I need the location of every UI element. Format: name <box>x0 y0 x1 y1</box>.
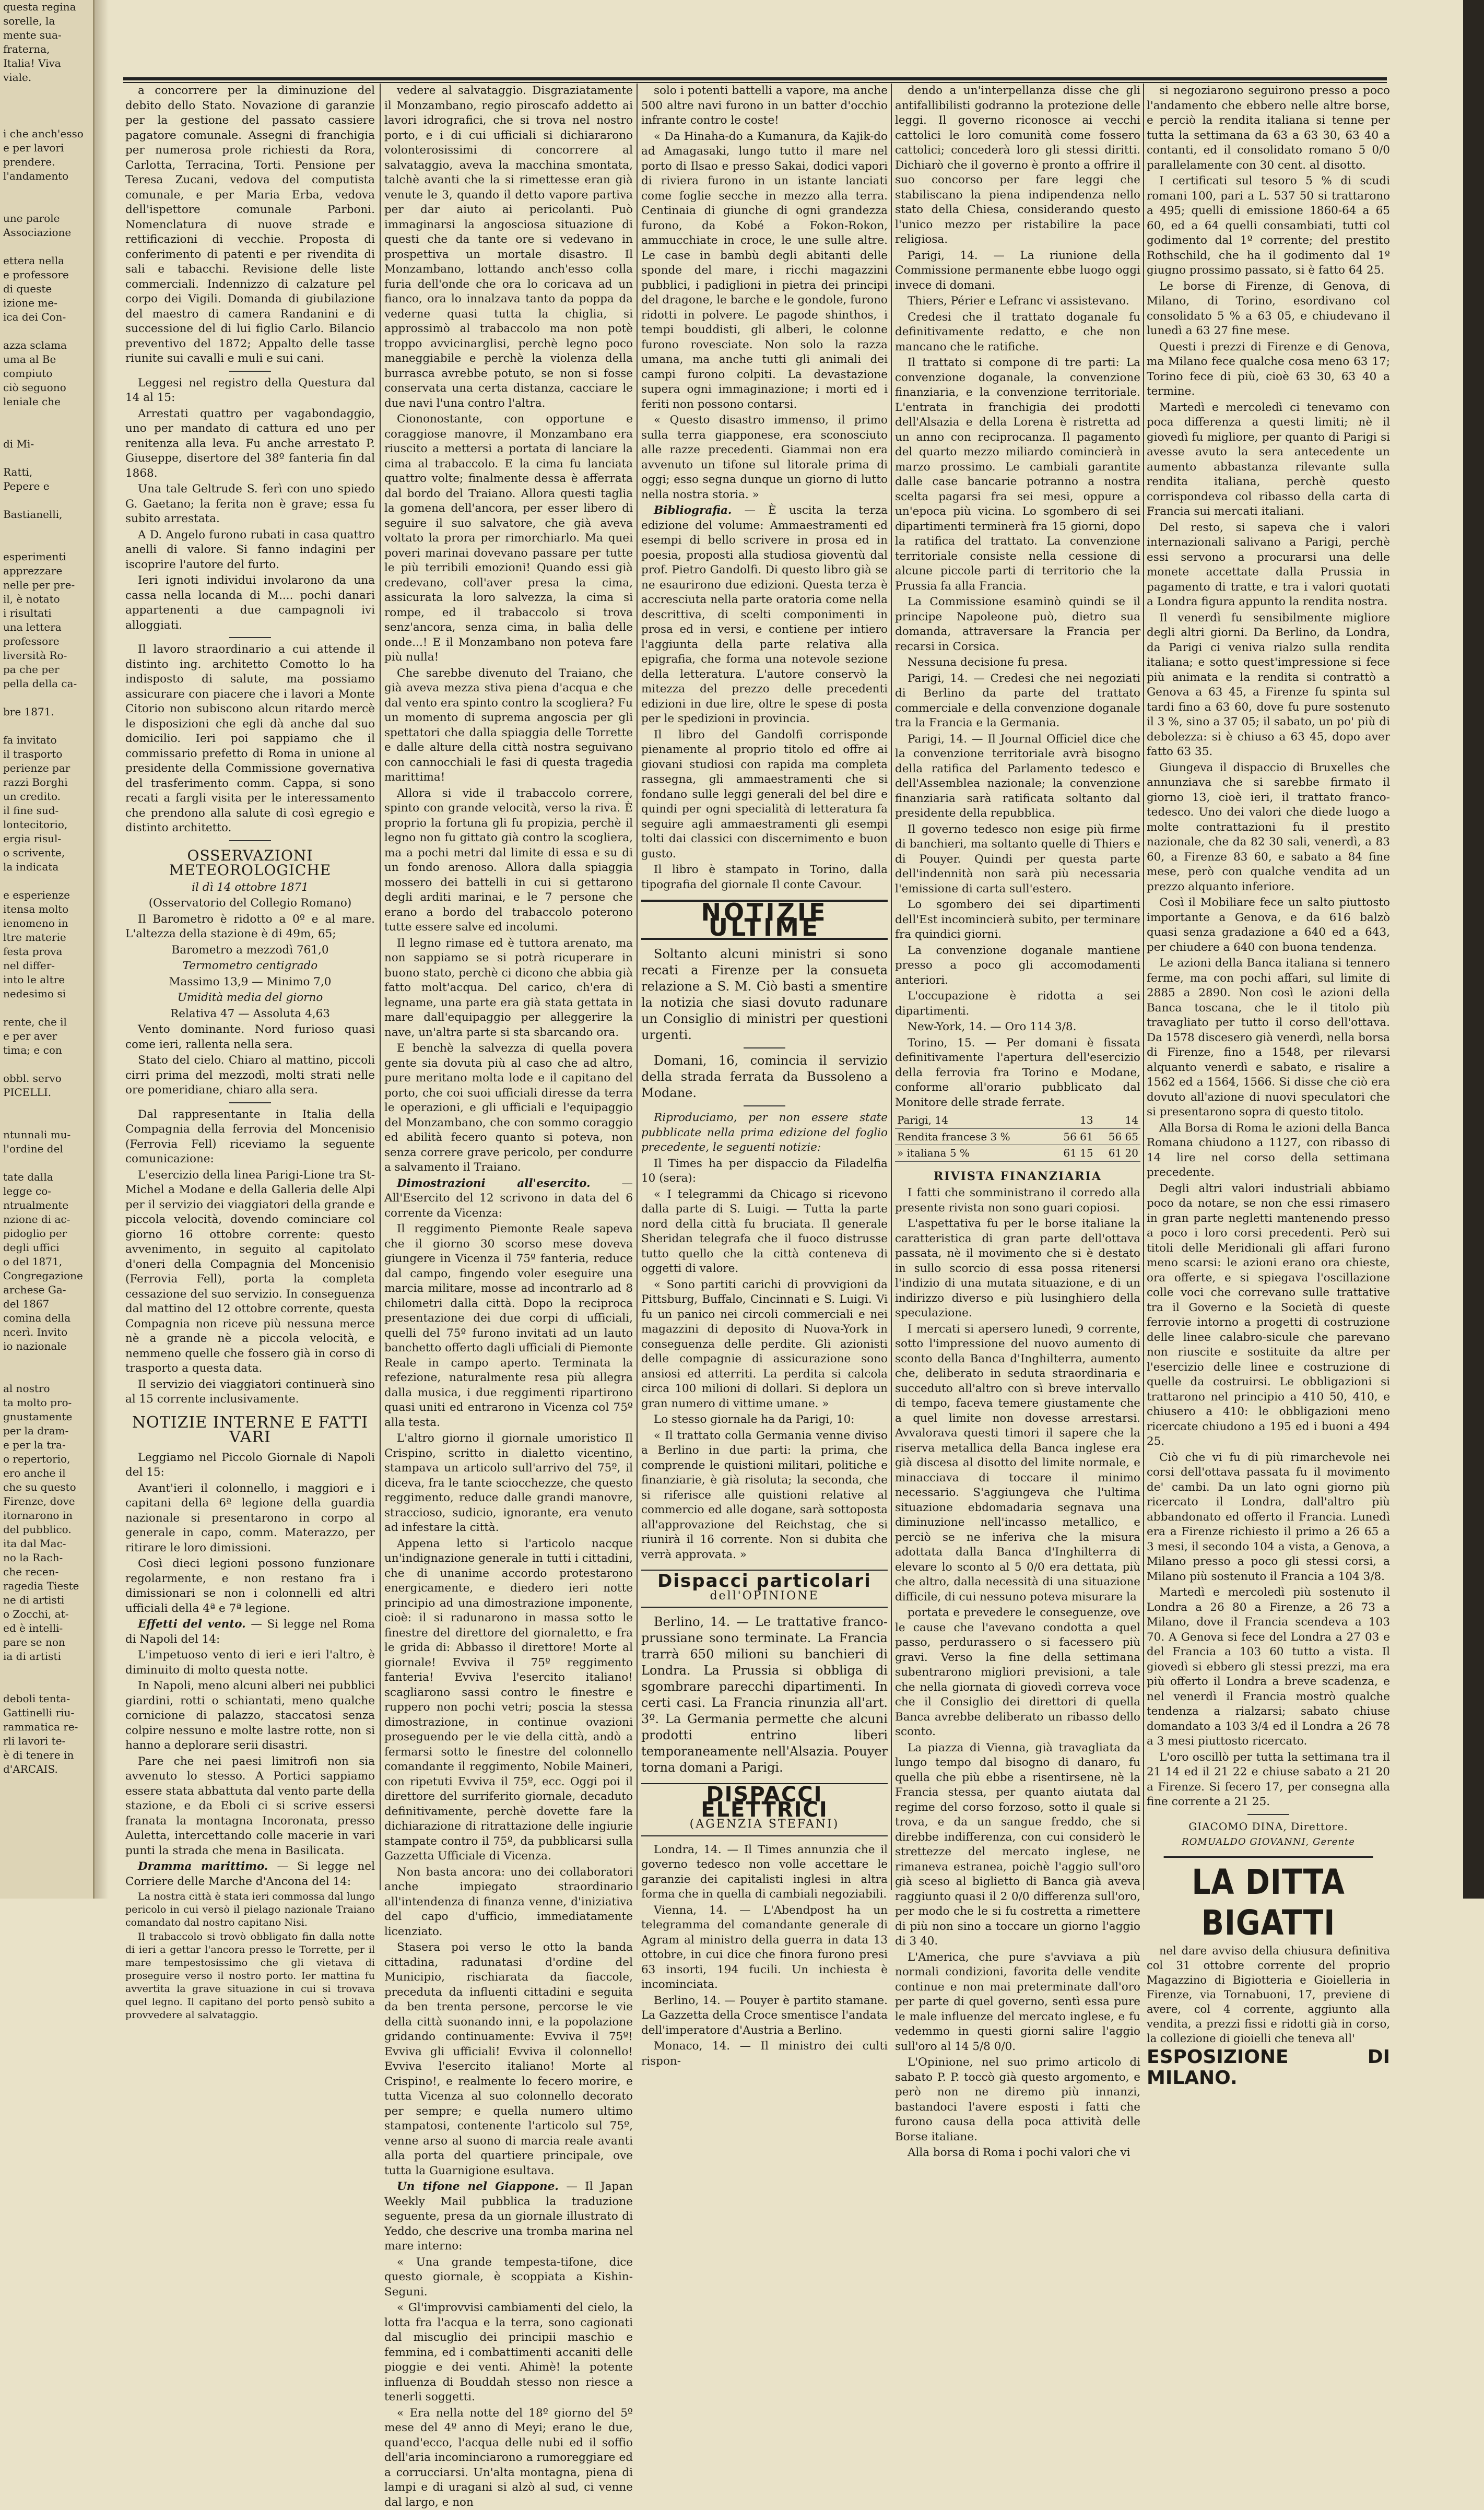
quote-header-row <box>895 1112 1140 1128</box>
subhead: Un tifone nel Giappone. <box>397 2180 559 2193</box>
left-strip-line: festa prova <box>0 945 93 959</box>
left-strip-line: una lettera <box>0 620 93 634</box>
paragraph: La nostra città è stata ieri commossa dal lungo pericolo in cui versò il pielago nazionale Traiano comandato dal nostro capitano Nisi. <box>125 1890 375 1929</box>
left-strip-line: tate dalla <box>0 1170 93 1184</box>
paragraph: Vienna, 14. — L'Abendpost ha un telegramma del comandante generale di Agram al ministro della guerra in data 13 ottobre, in cui dice che finora furono presi 63 insorti, 194 fucili. Un inchiesta è incominciata. <box>641 1903 888 1993</box>
paragraph: vedere al salvataggio. Disgraziatamente il Monzambano, regio piroscafo addetto ai lavori idrografici, che si trova nel nostro porto, e i di cui ufficiali si dichiararono volonterosissimi di concorrere al salvataggio, aveva la macchina smontata, talchè avanti che la si rimettesse eran già venute le 3, quando il detto vapore partiva per dar aiuto ai pericolanti. Può immaginarsi la angosciosa situazione di questi che da tante ore si vedevano in prospettiva un mortale disastro. Il Monzambano, lottando anch'esso colla furia dell'onde che ora lo coricava ad un fianco, ora lo innalzava tanto da poppa da vederne quasi tutta la chiglia, si approssimò al trabaccolo ma non potè troppo avvicinarglisi, perchè legno poco maneggiabile e perchè la violenza della burrasca avrebbe potuto, se non si fosse conservata una certa distanza, cacciare le due navi l'una contro l'altra. <box>384 84 633 411</box>
left-strip-line: itornarono in <box>0 1509 93 1523</box>
paragraph: I certificati sul tesoro 5 % di scudi romani 100, pari a L. 537 50 si trattarono a 495; quelli di emissione 1860-64 a 65 60, ed a 64 quelli consambiati, tutti col godimento dal 1º corrente; del prestito Rothschild, che ha il godimento dal 1º giugno prossimo passato, si è fatto 64 25. <box>1147 174 1390 278</box>
paragraph: L'occupazione è ridotta a sei dipartimenti. <box>895 989 1140 1019</box>
column-rule <box>637 84 638 1890</box>
left-strip-line: ciò seguono <box>0 381 93 395</box>
left-strip-line: d'ARCAIS. <box>0 1762 93 1776</box>
left-strip-line: rente, che il <box>0 1015 93 1029</box>
quote-name: Rendita francese 3 % <box>895 1128 1050 1145</box>
meteo-temperature: Massimo 13,9 — Minimo 7,0 <box>125 975 375 990</box>
left-strip-line: deboli tenta- <box>0 1692 93 1706</box>
left-strip-line: rli lavori te- <box>0 1734 93 1748</box>
separator <box>744 1047 785 1048</box>
paragraph: A D. Angelo furono rubati in casa quattro anelli di valore. Si fanno indagini per iscoprire l'autore del furto. <box>125 528 375 573</box>
left-strip-line: apprezzare <box>0 564 93 578</box>
paragraph: Berlino, 14. — Pouyer è partito stamane. La Gazzetta della Croce smentisce l'andata dell'imperatore d'Austria a Berlino. <box>641 1994 888 2038</box>
left-strip-line: o repertorio, <box>0 1452 93 1466</box>
section-title: Dispacci particolari <box>641 1574 888 1589</box>
paragraph: Che sarebbe divenuto del Traiano, che già aveva mezza stiva piena d'acqua e che dal vento era spinto contro la scogliera? Fu un momento di suprema angoscia per gli spettatori che dalla spiaggia delle Torrette e dalle alture della città nostra seguivano con cannocchiali le fasi di questa tragedia marittima! <box>384 666 633 785</box>
left-strip-line: che recen- <box>0 1565 93 1579</box>
left-strip-line: une parole <box>0 211 93 226</box>
left-strip-line: nedesimo si <box>0 987 93 1001</box>
advertisement-text: nel dare avviso della chiusura definitiva col 31 ottobre corrente del proprio Magazzino di Bigiotteria e Gioielleria in Firenze, via Tornabuoni, 17, previene di avere, col 4 corrente, aggiunto alla vendita, a prezzi fissi e ridotti già in corso, la collezione di gioielli che teneva all' <box>1147 1943 1390 2046</box>
left-strip-line: Pepere e <box>0 479 93 493</box>
meteo-observatory: (Osservatorio del Collegio Romano) <box>125 896 375 911</box>
left-strip-line: Associazione <box>0 226 93 240</box>
left-strip-line: no la Rach- <box>0 1551 93 1565</box>
paragraph: Dimostrazioni all'esercito. — All'Esercito del 12 scrivono in data del 6 corrente da Vicenza: <box>384 1176 633 1221</box>
paragraph: Effetti del vento. — Si legge nel Roma di Napoli del 14: <box>125 1617 375 1647</box>
left-strip-line: e per lavori <box>0 141 93 155</box>
left-strip-line: è di tenere in <box>0 1748 93 1762</box>
left-strip-line: questa regina <box>0 0 93 14</box>
left-strip-line <box>0 99 93 113</box>
left-strip-line: o scrivente, <box>0 846 93 860</box>
left-strip-line: l'andamento <box>0 169 93 183</box>
paragraph: Bibliografia. — È uscita la terza edizione del volume: Ammaestramenti ed esempi di bello scrivere in prosa ed in poesia, proposti alla studiosa gioventù dal prof. Pietro Gandolfi. Di questo libro già se ne esaurirono due edizioni. Questa terza è accresciuta nella parte oratoria come nella descrittiva, di scelti componimenti in prosa ed in versi, e contiene per intiero l'aggiunta della parte relativa alla epigrafia, che forma una notevole sezione della letteratura. L'autore conservò la mitezza del prezzo delle precedenti edizioni in due lire, oltre le spese di posta per le spedizioni in provincia. <box>641 503 888 727</box>
page-edge <box>1463 0 1484 1899</box>
left-strip-line: legge co- <box>0 1184 93 1198</box>
section-title: NOTIZIE ULTIME <box>641 905 888 935</box>
quote-name: » italiana 5 % <box>895 1145 1050 1162</box>
meteo-thermometer-label: Termometro centigrado <box>125 959 375 974</box>
left-strip-line: e per la tra- <box>0 1438 93 1452</box>
subhead: Effetti del vento. <box>138 1618 246 1631</box>
paragraph: « Era nella notte del 18º giorno del 5º mese del 4º anno di Meyi; erano le due, quand'ecco, l'acqua delle nubi ed il soffio dell'aria incominciarono a rumoreggiare ed a corrucciarsi. Un'alta montagna, piena di lampi e di uragani si alzò al sud, ci venne dal largo, e non <box>384 2406 633 2510</box>
paragraph: Parigi, 14. — La riunione della Commissione permanente ebbe luogo oggi invece di domani. <box>895 249 1140 293</box>
left-strip-line: PICELLI. <box>0 1086 93 1100</box>
left-strip-line: ragedia Tieste <box>0 1579 93 1593</box>
left-strip-line: del 1867 <box>0 1297 93 1311</box>
separator <box>229 371 271 372</box>
column-1 <box>125 84 375 1890</box>
left-strip-line: tima; e con <box>0 1043 93 1057</box>
paragraph: E benchè la salvezza di quella povera gente sia dovuta più al caso che ad altro, pure meritano molta lode e il capitano del porto, che coi suoi ufficiali diresse da terra le operazioni, e gli ufficiali e l'equipaggio del Monzambano, che con sommo coraggio ed abilità fecero quanto si poteva, non senza correre grave pericolo, per condurre a salvamento il Traiano. <box>384 1041 633 1175</box>
paragraph: Non basta ancora: uno dei collaboratori anche impiegato straordinario all'intendenza di finanza venne, d'iniziativa del capo d'ufficio, immediatamente licenziato. <box>384 1865 633 1940</box>
paragraph: L'Opinione, nel suo primo articolo di sabato P. P. toccò già questo argomento, e però non ne diremo più innanzi, bastandoci l'avere esposti i fatti che furono causa della poca attività delle Borse italiane. <box>895 2055 1140 2144</box>
left-strip-line: il trasporto <box>0 747 93 761</box>
left-strip-line: pa che per <box>0 663 93 677</box>
page-gutter <box>93 0 109 1899</box>
paragraph: L'America, che pure s'avviava a più normali condizioni, favorita delle vendite continue e non mai preterminate dall'oro per parte di quel governo, sentì essa pure le male influenze del mercato inglese, e fu vedemmo in questi giorni salire l'aggio sull'oro al 14 5/8 0/0. <box>895 1950 1140 2055</box>
paragraph: Stato del cielo. Chiaro al mattino, piccoli cirri prima del mezzodì, molti strati nelle ore pomeridiane, chiaro alla sera. <box>125 1053 375 1098</box>
advertisement-exhibition: ESPOSIZIONE DI MILANO. <box>1147 2047 1390 2089</box>
paragraph: Dramma marittimo. — Si legge nel Corriere delle Marche d'Ancona del 14: <box>125 1859 375 1889</box>
left-strip-line <box>0 1100 93 1114</box>
paragraph: Il lavoro straordinario a cui attende il distinto ing. architetto Comotto lo ha indisposto di salute, ma possiamo assicurare con piacere che i lavori a Monte Citorio non subiscono alcun ritardo mercè le disposizioni che egli dà anche dal suo domicilio. Ieri poi sappiamo che il commissario prefetto di Roma in unione al presidente della Commissione governativa del trasferimento comm. Cappa, si sono recati a fargli visita per le interessamento che prendono alla salute di così egregio e distinto architetto. <box>125 642 375 836</box>
paragraph: Degli altri valori industriali abbiamo poco da notare, se non che essi rimasero in gran parte negletti mantenendo presso a poco i loro corsi precedenti. Però sui titoli delle Meridionali gli affari furono meno scarsi: le azioni erano ora chieste, ora offerte, e si spiegava l'oscillazione colle voci che correvano sulle trattative tra il Governo e la Società di queste ferrovie intorno a progetti di costruzione delle linee calabro-sicule che parevano non riuscite e sostituite da altre per l'esercizio delle linee e costruzione di quelle da costruirsi. Le obbligazioni si trattarono nel principio a 410 50, 410, e chiusero a 410: le obbligazioni meno ricercate chiudono a 195 ed i buoni a 494 25. <box>1147 1182 1390 1450</box>
section-subtitle: (AGENZIA STEFANI) <box>641 1817 888 1832</box>
paragraph: Dal rappresentante in Italia della Compagnia della ferrovia del Moncenisio (Ferrovia Fell) riceviamo la seguente comunicazione: <box>125 1107 375 1167</box>
paragraph: « Una grande tempesta-tifone, dice questo giornale, è scoppiata a Kishin-Seguni. <box>384 2255 633 2300</box>
meteo-barometer: Barometro a mezzodì 761,0 <box>125 943 375 958</box>
dispacci-elettrici-header <box>641 1783 888 1836</box>
left-strip-line: i risultati <box>0 606 93 620</box>
advertisement-title: LA DITTA BIGATTI <box>1164 1856 1373 1943</box>
left-page-strip <box>0 0 95 1899</box>
paragraph: Monaco, 14. — Il ministro dei culti rispon- <box>641 2039 888 2069</box>
left-strip-line: pella della ca- <box>0 677 93 691</box>
quote-header: Parigi, 14 <box>895 1112 1050 1128</box>
left-strip-line: ienomeno in <box>0 916 93 930</box>
dispacci-opinione-header <box>641 1570 888 1608</box>
paragraph: Torino, 15. — Per domani è fissata definitivamente l'apertura dell'esercizio della ferrovia fra Torino e Modane, conforme all'orario pubblicato dal Monitore delle strade ferrate. <box>895 1036 1140 1111</box>
paragraph: Il servizio dei viaggiatori continuerà sino al 15 corrente inclusivamente. <box>125 1377 375 1407</box>
paragraph: Riproduciamo, per non essere state pubblicate nella prima edizione del foglio precedente, le seguenti notizie: <box>641 1111 888 1156</box>
paragraph: Il governo tedesco non esige più firme di banchieri, ma soltanto quelle di Thiers e di Pouyer. Quindi per questa parte dell'indennità non sarà più necessaria l'emissione di carta sull'estero. <box>895 822 1140 897</box>
section-subtitle: dell'OPINIONE <box>641 1589 888 1604</box>
left-strip-line: izione me- <box>0 296 93 310</box>
left-strip-line: viale. <box>0 70 93 85</box>
paragraph: « Il trattato colla Germania venne diviso a Berlino in due parti: la prima, che comprende le quistioni militari, politiche e finanziarie, è già risoluta; la seconda, che si riferisce alle quistioni relative al commercio ed alle dogane, sarà sottoposta all'approvazione del Reichstag, che si riunirà il 16 corrente. Non si dubita che verrà approvata. » <box>641 1429 888 1563</box>
paragraph: solo i potenti battelli a vapore, ma anche 500 altre navi furono in un batter d'occhio infrante contro le coste! <box>641 84 888 128</box>
left-strip-line: ed è intelli- <box>0 1621 93 1635</box>
column-4 <box>895 84 1140 1890</box>
paragraph: Leggesi nel registro della Questura dal 14 al 15: <box>125 376 375 406</box>
left-strip-line <box>0 324 93 338</box>
paragraph: Giungeva il dispaccio di Bruxelles che annunziava che si sarebbe firmato il giorno 13, cioè ieri, il trattato franco-tedesco. Uno dei valori che diede luogo a molte contrattazioni fu il prestito nazionale, che da 82 30 sali, venerdì, a 83 60, a Firenze 83 60, e sabato a 84 fine mese, però con qualche vendita ad un prezzo alquanto inferiore. <box>1147 761 1390 895</box>
paragraph: « I telegrammi da Chicago si ricevono dalla parte di S. Luigi. — Tutta la parte nord della città fu bruciata. Il generale Sheridan telegrafa che il fuoco distrusse tutto quello che la città conteneva di oggetti di valore. <box>641 1187 888 1277</box>
left-strip-line: e esperienze <box>0 888 93 902</box>
quote-value: 56 65 <box>1096 1128 1140 1145</box>
paragraph: portata e prevedere le conseguenze, ove le cause che l'avevano condotta a quel passo, perdurassero o si facessero più gravi. Verso la fine della settimana subentrarono migliori previsioni, a tale che nella giornata di giovedì correva voce che il Consiglio dei direttori di quella Banca avrebbe deliberato un ribasso dello sconto. <box>895 1606 1140 1740</box>
paragraph: Ieri ignoti individui involarono da una cassa nella locanda di M.... pochi danari appartenenti a due campagnoli ivi alloggiati. <box>125 573 375 633</box>
left-strip-line <box>0 1057 93 1071</box>
paragraph: Ciononostante, con opportune e coraggiose manovre, il Monzambano era riuscito a mettersi a portata di lanciare la cima al trabaccolo. E la cima fu lanciata quattro volte; finalmente dessa è afferrata dal bordo del Traiano. Allora questi taglia la gomena dell'ancora, per esser libero di seguire il suo salvatore, che già aveva voltato la prora per rimorchiarlo. Ma quei poveri marinai dovevano passare per tutte le più terribili emozioni! Quando essi già credevano, coll'aver presa la cima, assicurata la loro salvezza, la cima si rompe, ed il trabaccolo si trova senz'ancora, senza cima, in balìa delle onde...! E il Monzambano non poteva fare più nulla! <box>384 412 633 665</box>
quote-value: 61 20 <box>1096 1145 1140 1162</box>
left-strip-line: io nazionale <box>0 1339 93 1353</box>
left-strip-line <box>0 1678 93 1692</box>
paragraph: Thiers, Périer e Lefranc vi assistevano. <box>895 294 1140 309</box>
paragraph: si negoziarono seguirono presso a poco l'andamento che ebbero nelle altre borse, e perciò la rendita italiana si tenne per tutta la settimana da 63 a 63 30, 63 40 a contanti, ed il consolidato romano 5 0/0 parallelamente con 30 cent. al disotto. <box>1147 84 1390 173</box>
left-strip-line: e professore <box>0 268 93 282</box>
paragraph: Avant'ieri il colonnello, i maggiori e i capitani della 6ª legione della guardia nazionale si presentarono in corpo al generale in capo, comm. Materazzo, per ritirare le loro dimissioni. <box>125 1481 375 1556</box>
paragraph: L'aspettativa fu per le borse italiane la caratteristica di gran parte dell'ottava passata, nè il movimento che si è destato in sullo scorcio di essa possa ritenersi l'indizio di una mutata situazione, e di un indirizzo diverso e più lusinghiero della speculazione. <box>895 1217 1140 1321</box>
left-strip-line: ia di artisti <box>0 1649 93 1664</box>
left-strip-line: di queste <box>0 282 93 296</box>
left-strip-line: Firenze, dove <box>0 1494 93 1509</box>
paragraph: Londra, 14. — Il Times annunzia che il governo tedesco non volle accettare le garanzie dei capitalisti inglesi in altra forma che in quella di cambiali negoziabili. <box>641 1843 888 1902</box>
left-strip-line: fraterna, <box>0 42 93 56</box>
left-strip-line: lontecitorio, <box>0 818 93 832</box>
left-strip-line: ergia risul- <box>0 832 93 846</box>
left-strip-line: il, è notato <box>0 592 93 606</box>
paragraph: Alla Borsa di Roma le azioni della Banca Romana chiudono a 1127, con ribasso di 14 lire nel corso della settimana precedente. <box>1147 1121 1390 1181</box>
subhead: Dramma marittimo. <box>138 1860 268 1873</box>
left-strip-line <box>0 1156 93 1170</box>
section-title: NOTIZIE INTERNE E FATTI VARI <box>125 1416 375 1445</box>
left-strip-line <box>0 1114 93 1128</box>
left-strip-line: e per aver <box>0 1029 93 1043</box>
paragraph: Allora si vide il trabaccolo correre, spinto con grande velocità, verso la riva. È proprio la fortuna gli fu propizia, perchè il legno non fu gittato già contro la scogliera, ma a pochi metri dal limite di essa e su di un fondo arenoso. Allora dalla spiaggia mossero dei battelli in cui si gettarono degli arditi marinai, e le 7 persone che erano a bordo del trabaccolo poterono tutte essere salve ed incolumi. <box>384 786 633 935</box>
quote-header: 14 <box>1096 1112 1140 1128</box>
column-5 <box>1147 84 1390 1890</box>
paragraph: Parigi, 14. — Il Journal Officiel dice che la convenzione territoriale avrà bisogno della ratifica del Parlamento tedesco e dell'Assemblea nazionale; la convenzione finanziaria sarà ratificata soltanto dal presidente della repubblica. <box>895 732 1140 821</box>
left-strip-line <box>0 451 93 465</box>
left-strip-line: sorelle, la <box>0 14 93 28</box>
notizie-ultime-header <box>641 900 888 940</box>
left-strip-line <box>0 536 93 550</box>
paragraph: Un tifone nel Giappone. — Il Japan Weekly Mail pubblica la traduzione seguente, presa da un giornale illustrato di Yeddo, che descrive una tromba marina nel mare interno: <box>384 2179 633 2254</box>
column-rule <box>1143 84 1144 1890</box>
left-strip-line: Ratti, <box>0 465 93 479</box>
left-strip-line: gnustamente <box>0 1410 93 1424</box>
left-strip-line: pare se non <box>0 1635 93 1649</box>
meteo-title: OSSERVAZIONI METEOROLOGICHE <box>125 849 375 878</box>
stock-quote-table <box>895 1112 1140 1162</box>
paragraph: Il libro è stampato in Torino, dalla tipografia del giornale Il conte Cavour. <box>641 863 888 892</box>
paragraph: I mercati si apersero lunedì, 9 corrente, sotto l'impressione del nuovo aumento di sconto della Banca d'Inghilterra, aumento che, deliberato in seduta straordinaria e succeduto all'altro con sì breve intervallo di tempo, faceva temere giustamente che a quel limite non dovesse arrestarsi. Avvalorava questi timori il sapere che la riserva metallica della Banca inglese era già discesa al disotto del limite normale, e minacciava di toccare il minimo necessario. S'aggiungeva che l'ultima situazione ebdomadaria segnava una diminuzione nell'incasso metallico, e perciò se ne inferiva che la misura adottata dalla Banca d'Inghilterra di elevare lo sconto al 5 0/0 era dettata, più che altro, dalla necessità di una situazione difficile, di cui nessuno poteva misurare la <box>895 1322 1140 1605</box>
paragraph: Soltanto alcuni ministri si sono recati a Firenze per la consueta relazione a S. M. Ciò basti a smentire la notizia che siasi dovuto radunare un Consiglio di ministri per questioni urgenti. <box>641 946 888 1043</box>
left-strip-line <box>0 1368 93 1382</box>
left-strip-line: di Mi- <box>0 437 93 451</box>
paragraph: « Questo disastro immenso, il primo sulla terra giapponese, era sconosciuto alle razze precedenti. Giammai non era avvenuto un tifone sul litorale prima di oggi; esso segna dunque un giorno di lutto nella nostra storia. » <box>641 413 888 502</box>
paragraph: Così il Mobiliare fece un salto piuttosto importante a Genova, e da 616 balzò quasi senza gradazione a 640 ed a 643, per chiudere a 640 con buona tendenza. <box>1147 895 1390 955</box>
left-strip-line: nelle per pre- <box>0 578 93 592</box>
section-title: RIVISTA FINANZIARIA <box>895 1169 1140 1184</box>
left-strip-line: ncerì. Invito <box>0 1325 93 1339</box>
left-strip-line: into le altre <box>0 973 93 987</box>
left-strip-line: ntunnali mu- <box>0 1128 93 1142</box>
left-strip-line: o Zocchi, at- <box>0 1607 93 1621</box>
meteo-humidity-label: Umidità media del giorno <box>125 991 375 1006</box>
paragraph: Credesi che il trattato doganale fu definitivamente redatto, e che non mancano che le ratifiche. <box>895 310 1140 355</box>
left-strip-line: per la dram- <box>0 1424 93 1438</box>
paragraph: L'esercizio della linea Parigi-Lione tra St-Michel a Modane e della Galleria delle Alpi per il servizio dei viaggiatori della grande e piccola velocità, dovendo cominciare col giorno 16 ottobre corrente: questo avvenimento, in seguito al capitolato d'oneri della Compagnia del Moncenisio (Ferrovia Fell), porta la completa cessazione del suo servizio. In conseguenza dal mattino del 12 ottobre corrente, questa Compagnia non riceve più nessuna merce nè a grande nè a piccola velocità, e nemmeno quelle che fossero già in corso di trasporto a questa data. <box>125 1168 375 1376</box>
left-strip-line: esperimenti <box>0 550 93 564</box>
left-strip-line: obbl. servo <box>0 1071 93 1086</box>
left-strip-line: ltre materie <box>0 930 93 945</box>
left-strip-line: Gattinelli riu- <box>0 1706 93 1720</box>
quote-value: 56 61 <box>1050 1128 1095 1145</box>
left-strip-line: archese Ga- <box>0 1283 93 1297</box>
paragraph: Questi i prezzi di Firenze e di Genova, ma Milano fece qualche cosa meno 63 17; Torino fece di più, cioè 63 30, 63 40 a termine. <box>1147 340 1390 399</box>
paragraph: Il reggimento Piemonte Reale sapeva che il giorno 30 scorso mese doveva giungere in Vicenza il 75º fanteria, reduce dal campo, fingendo voler eseguire una marcia militare, mosse ad incontrarlo ad 8 chilometri dalla città. Dopo la reciproca presentazione dei due corpi di ufficiali, quelli del 75º furono invitati ad un lauto banchetto offerto dagli ufficiali di Piemonte Reale in campo aperto. Terminata la refezione, naturalmente resa più allegra dalla musica, i due reggimenti ripartirono quasi uniti ed entrarono in Vicenza col 75º alla testa. <box>384 1222 633 1430</box>
left-strip-line <box>0 1353 93 1368</box>
section-title: DISPACCI ELETTRICI <box>641 1787 888 1817</box>
left-strip-line <box>0 522 93 536</box>
meteo-humidity: Relativa 47 — Assoluta 4,63 <box>125 1007 375 1022</box>
paragraph: L'impetuoso vento di ieri e ieri l'altro, è diminuito di molto questa notte. <box>125 1648 375 1678</box>
left-strip-line: comina della <box>0 1311 93 1325</box>
left-strip-line <box>0 409 93 423</box>
paragraph: Berlino, 14. — Le trattative franco-prussiane sono terminate. La Francia trarrà 650 milioni su banchieri di Londra. La Prussia si obbliga di sgombrare parecchi dipartimenti. In certi casi. La Francia rinunzia all'art. 3º. La Germania permette che alcuni prodotti entrino liberi temporaneamente nell'Alsazia. Pouyer torna domani a Parigi. <box>641 1614 888 1776</box>
paragraph: Alla borsa di Roma i pochi valori che vi <box>895 2146 1140 2161</box>
paragraph: La piazza di Vienna, già travagliata da lungo tempo dal bisogno di danaro, fu quella che più ebbe a risentirsene, nè la Francia stessa, per quanto aiutata dal regime del corso forzoso, sotto il quale si trova, e da un sangue freddo, che si direbbe indifferenza, con cui considerò le strettezze del mercato inglese, ne rimaneva estranea, poichè l'aggio sull'oro già sceso al biglietto di Banca già aveva raggiunto quasi il 2 0/0 differenza sull'oro, per modo che le si fu costretta a rimettere di più non sino a toccare un giorno l'aggio di 3 40. <box>895 1741 1140 1949</box>
left-strip-line: compiuto <box>0 367 93 381</box>
top-rule <box>123 77 1387 80</box>
left-strip-line: che su questo <box>0 1480 93 1494</box>
left-strip-line: azza sclama <box>0 338 93 352</box>
left-strip-line <box>0 691 93 705</box>
left-strip-line <box>0 1001 93 1015</box>
left-strip-line: del pubblico. <box>0 1523 93 1537</box>
left-strip-line: al nostro <box>0 1382 93 1396</box>
paragraph: L'oro oscillò per tutta la settimana tra il 21 14 ed il 21 22 e chiuse sabato a 21 20 a Firenze. Si fecero 17, per consegna alla fine corrente a 21 25. <box>1147 1750 1390 1810</box>
left-strip-line: o del 1871, <box>0 1255 93 1269</box>
paragraph: Nessuna decisione fu presa. <box>895 655 1140 670</box>
left-strip-line: prendere. <box>0 155 93 169</box>
left-strip-line: ntrualmente <box>0 1198 93 1212</box>
paragraph: Domani, 16, comincia il servizio della strada ferrata da Bussoleno a Modane. <box>641 1053 888 1101</box>
left-strip-line: l'ordine del <box>0 1142 93 1156</box>
left-strip-line <box>0 113 93 127</box>
left-strip-line: Bastianelli, <box>0 508 93 522</box>
left-strip-line <box>0 197 93 211</box>
paragraph: Lo stesso giornale ha da Parigi, 10: <box>641 1412 888 1428</box>
left-strip-line: un credito. <box>0 789 93 804</box>
quote-value: 61 15 <box>1050 1145 1095 1162</box>
manager-signature: ROMUALDO GIOVANNI, Gerente <box>1147 1835 1390 1850</box>
separator <box>229 1102 271 1103</box>
paragraph: Il trattato si compone di tre parti: La convenzione doganale, la convenzione finanziaria, e la convenzione territoriale. L'entrata in franchigia dei prodotti dell'Alsazia e della Lorena è ristretta ad un anno con reciprocanza. Il pagamento del quarto mezzo miliardo comincierà in marzo prossimo. Le cambiali garantite dalle case bancarie potranno a nostra scelta pagarsi fra sei mesi, oppure a un'epoca più vicina. Lo sgombero di sei dipartimenti terminerà fra 15 giorni, dopo la ratifica del trattato. La convenzione territoriale consiste nella cessione di alcune piccole parti di territorio che la Prussia fa alla Francia. <box>895 356 1140 594</box>
left-strip-line: ta molto pro- <box>0 1396 93 1410</box>
subhead: Bibliografia. <box>654 504 732 517</box>
paragraph: Martedì e mercoledì ci tenevamo con poca differenza a questi limiti; nè il giovedì fu migliore, per quanto di Parigi si avesse avuto la sera antecedente un aumento abbastanza rilevante sulla rendita italiana, perchè questo corrispondeva col ribasso della carta di Francia sui mercati italiani. <box>1147 400 1390 520</box>
column-2 <box>384 84 633 1890</box>
subhead: Dimostrazioni all'esercito. <box>397 1177 591 1190</box>
quote-header: 13 <box>1050 1112 1095 1128</box>
left-strip-line: bre 1871. <box>0 705 93 719</box>
paragraph: Del resto, si sapeva che i valori internazionali salivano a Parigi, perchè essi servono a procurarsi una delle monete accettate dalla Prussia in pagamento di tratte, e tra i valori quotati a Londra figura appunto la rendita nostra. <box>1147 521 1390 610</box>
left-strip-line <box>0 240 93 254</box>
paragraph: Il venerdì fu sensibilmente migliore degli altri giorni. Da Berlino, da Londra, da Parigi ci veniva rialzo sulla rendita italiana; e sotto quest'impressione si fece più animata e la rendita si contrattò a Genova a 63 45, a Firenze fu spinta sul tardi fino a 63 60, dove fu pure sostenuto il 3 %, sino a 37 05; il sabato, un po' più di debolezza: si è chiuso a 63 45, dopo aver fatto 63 35. <box>1147 611 1390 760</box>
left-strip-line <box>0 719 93 733</box>
paragraph: Parigi, 14. — Credesi che nei negoziati di Berlino da parte del trattato commerciale e della convenzione doganale tra la Francia e la Germania. <box>895 671 1140 731</box>
meteo-date: il dì 14 ottobre 1871 <box>125 880 375 895</box>
separator <box>229 840 271 841</box>
paragraph: Lo sgombero dei sei dipartimenti dell'Est incomincierà subito, per terminare fra quindici giorni. <box>895 898 1140 942</box>
column-rule <box>891 84 892 1890</box>
left-strip-line <box>0 183 93 197</box>
left-strip-line: ne di artisti <box>0 1593 93 1607</box>
left-strip-line: pidoglio per <box>0 1227 93 1241</box>
separator <box>229 637 271 638</box>
paragraph: Le borse di Firenze, di Genova, di Milano, di Torino, esordivano col consolidato 5 % a 63 05, e chiudevano il lunedì a 63 27 fine mese. <box>1147 279 1390 339</box>
paragraph: a concorrere per la diminuzione del debito dello Stato. Novazione di garanzie per la gestione del passato cassiere pagatore comunale. Assegni di franchigia per numerosa prole richiesti da Rora, Carlotta, Terracina, Torti. Pensione per Teresa Zucani, vedova del computista comunale, e per Maria Erba, vedova dell'ispettore comunale Parboni. Nomenclatura di nuove strade e rettificazioni di vecchie. Proposta di conferimento di patenti e per rivendita di sali e tabacchi. Revisione delle liste commerciali. Indennizzo di calzature pel corpo dei Vigili. Domanda di giubilazione del maestro di camera Randanini e di successione del di lui figlio Carlo. Bilancio preventivo del 1872; Appalto delle tasse riunite sui cavalli e muli e sui cani. <box>125 84 375 367</box>
paragraph: « Sono partiti carichi di provvigioni da Pittsburg, Buffalo, Cincinnati e S. Luigi. Vi fu un panico nei circoli commerciali e nei magazzini di deposito di Nuova-York in conseguenza delle perdite. Gli azionisti delle compagnie di assicurazione sono ansiosi ed atterriti. La perdita si calcola circa 100 milioni di dollari. Si deplora un gran numero di vittime umane. » <box>641 1278 888 1412</box>
column-rule <box>380 84 381 1890</box>
paragraph: Le azioni della Banca italiana si tennero ferme, ma con pochi affari, sul limite di 2885 a 2890. Non così le azioni della Banca toscana, che le il titolo più travagliato per tutto il corso dell'ottava. Da 1578 discesero già venerdì, nella borsa di Firenze, fino a 1548, per rilevarsi alquanto venerdì e sabato, e risalire a 1562 ed a 1564, 1566. Si disse che ciò era dovuto all'azione di nuovi speculatori che si presentarono sopra di questo titolo. <box>1147 956 1390 1120</box>
paragraph: La convenzione doganale mantiene presso a poco gli accomodamenti anteriori. <box>895 944 1140 988</box>
left-strip-line: Congregazione <box>0 1269 93 1283</box>
paragraph: Leggiamo nel Piccolo Giornale di Napoli del 15: <box>125 1451 375 1480</box>
paragraph: La Commissione esaminò quindi se il principe Napoleone può, dietro sua domanda, attraversare la Francia per recarsi in Corsica. <box>895 595 1140 654</box>
left-strip-line: leniale che <box>0 395 93 409</box>
left-strip-line: ita dal Mac- <box>0 1537 93 1551</box>
left-strip-line: la indicata <box>0 860 93 874</box>
left-strip-line: degli uffici <box>0 1241 93 1255</box>
paragraph: L'altro giorno il giornale umoristico Il Crispino, scritto in dialetto vicentino, stampava un articolo sull'arrivo del 75º, il diceva, fra le tante sciocchezze, che questo reggimento, reduce dalle grandi manovre, straccioso, sudicio, ignorante, era venuto ad infestare la città. <box>384 1431 633 1536</box>
paragraph: Martedì e mercoledì più sostenuto il Londra a 26 80 a Firenze, a 26 73 a Milano, dove il Francia scendeva a 103 70. A Genova si fece del Londra a 27 03 e del Francia a 103 60 tutto a vista. Il giovedì si ebbero gli stessi prezzi, ma era più offerto il Londra a breve scadenza, e nel venerdì il Francia mostrò qualche tendenza a rialzarsi; sabato chiuse domandato a 103 3/4 ed il Londra a 26 78 a 3 mesi piuttosto ricercato. <box>1147 1585 1390 1749</box>
left-strip-line: razzi Borghi <box>0 775 93 789</box>
quote-row <box>895 1128 1140 1145</box>
left-strip-line: ero anche il <box>0 1466 93 1480</box>
left-strip-line: perienze par <box>0 761 93 775</box>
paragraph: « Da Hinaha-do a Kumanura, da Kajik-do ad Amagasaki, lungo tutto il mare nel porto di Ilsao e presso Sakai, dodici vapori di riviera furono in un istante lanciati come foglie secche in mezzo alla terra. Centinaia di giunche di ogni grandezza furono, da Kobé a Fokon-Rokon, ammucchiate in croce, le une sulle altre. Le case in bambù degli abitanti delle sponde del mare, i ricchi magazzini pubblici, i padiglioni in pietra dei principi del dragone, le barche e le gondole, furono ridotti in polvere. Le pagode shinthos, i tempi bouddisti, gli alberi, le colonne furono rovesciate. Non solo la razza umana, ma anche tutti gli animali dei campi furono colpiti. La devastazione supera ogni immaginazione; i morti ed i feriti non possono contarsi. <box>641 129 888 413</box>
paragraph: New-York, 14. — Oro 114 3/8. <box>895 1020 1140 1035</box>
paragraph: Il Barometro è ridotto a 0º e al mare. L'altezza della stazione è di 49m, 65; <box>125 912 375 942</box>
top-rule-thin <box>123 82 1387 83</box>
left-strip-line: ettera nella <box>0 254 93 268</box>
left-strip-line: il fine sud- <box>0 804 93 818</box>
left-strip-line: fa invitato <box>0 733 93 747</box>
paragraph: Il legno rimase ed è tuttora arenato, ma non sappiamo se si potrà ricuperare in buono stato, perchè ci dicono che abbia già fatto molt'acqua. Del carico, ch'era di legname, una parte era già stata gettata in mare dall'equipaggio per alleggerire la nave, un'altra parte si sta sbarcando ora. <box>384 936 633 1041</box>
left-strip-line: uma al Be <box>0 352 93 367</box>
left-strip-line: itensa molto <box>0 902 93 916</box>
paragraph: dendo a un'interpellanza disse che gli antifallibilisti godranno la protezione delle leggi. Il governo riconosce ai vecchi cattolici le loro comunità come fossero cattolici; concederà loro gli stessi diritti. Dichiarò che il governo è pronto a offrire il suo concorso per fare leggi che stabiliscano la piena indipendenza nello stato della Chiesa, considerando questo l'unico mezzo per ristabilire la pace religiosa. <box>895 84 1140 248</box>
separator <box>1247 1814 1289 1815</box>
paragraph: Una tale Geltrude S. ferì con uno spiedo G. Gaetano; la ferita non è grave; essa fu subito arrestata. <box>125 482 375 527</box>
paragraph: « Gl'improvvisi cambiamenti del cielo, la lotta fra l'acqua e la terra, sono cagionati dal miscuglio dei principii maschio e femmina, ed i combattimenti accaniti delle pioggie e dei venti. Ahimè! la potente influenza di Bouddah stesso non riesce a tenerli soggetti. <box>384 2301 633 2405</box>
left-strip-line: rammatica re- <box>0 1720 93 1734</box>
left-strip-line: nel differ- <box>0 959 93 973</box>
paragraph: I fatti che somministrano il corredo alla presente rivista non sono guari copiosi. <box>895 1186 1140 1216</box>
left-strip-line <box>0 874 93 888</box>
column-3 <box>641 84 888 1890</box>
left-strip-line: Italia! Viva <box>0 56 93 70</box>
paragraph: Il trabaccolo si trovò obbligato fin dalla notte di ieri a gettar l'ancora presso le Torrette, per il mare tempestosissimo che gli vietava di proseguire verso il nostro porto. Ier mattina fu avvertita la grave situazione in cui si trovava quel legno. Il capitano del porto pensò subito a provvedere al salvataggio. <box>125 1930 375 2022</box>
left-strip-line <box>0 493 93 508</box>
paragraph: Stasera poi verso le otto la banda cittadina, radunatasi d'ordine del Municipio, rischiarata da fiaccole, preceduta da influenti cittadini e seguita da ben trenta persone, percorse le vie della città suonando inni, e la popolazione gridando continuamente: Evviva il 75º! Evviva gli ufficiali! Evviva il colonnello! Evviva l'esercito italiano! Morte al Crispino!, e realmente lo fecero morire, e tutta Vicenza al suo colonnello decorato per sempre; e quella numero ultimo stampatosi, contenente l'articolo sul 75º, venne arso al suono di marcia reale avanti alla porta del quartiere principale, ove tutta la Guarnigione esultava. <box>384 1940 633 2178</box>
separator <box>744 1105 785 1106</box>
paragraph: Così dieci legioni possono funzionare regolarmente, e non restano fra i dimissionari se non i colonnelli ed altri ufficiali della 4ª e 7ª legione. <box>125 1557 375 1616</box>
left-strip-line: liversità Ro- <box>0 649 93 663</box>
paragraph: Appena letto si l'articolo nacque un'indignazione generale in tutti i cittadini, che di unanime accordo protestarono energicamente, e diedero ieri notte principio ad una dimostrazione imponente, cioè: il si radunarono in massa sotto le finestre del direttore del giornaletto, e fra le grida di: Abbasso il direttore! Morte al giornale! Evviva il 75º reggimento fanteria! Evviva l'esercito italiano! scagliarono sassi contro le finestre e ruppero non pochi vetri; poscia la stessa dimostrazione, in continue ovazioni proseguendo per le vie della città, andò a fermarsi sotto le finestre del colonnello comandante il reggimento, Nobile Maineri, con ripetuti Evviva il 75º, ecc. Oggi poi il direttore del surriferito giornale, decaduto definitivamente, perchè dovette fare la dichiarazione di ritrattazione delle ingiurie stampate contro il 75º, da pubblicarsi sulla Gazzetta Ufficiale di Vicenza. <box>384 1537 633 1864</box>
paragraph: Vento dominante. Nord furioso quasi come ieri, rallenta nella sera. <box>125 1022 375 1052</box>
left-strip-line: nzione di ac- <box>0 1212 93 1227</box>
left-strip-line <box>0 85 93 99</box>
left-strip-line <box>0 1664 93 1678</box>
left-strip-line: ica dei Con- <box>0 310 93 324</box>
quote-row <box>895 1145 1140 1162</box>
left-strip-line: professore <box>0 634 93 649</box>
paragraph: Il Times ha per dispaccio da Filadelfia 10 (sera): <box>641 1157 888 1186</box>
paragraph: Arrestati quattro per vagabondaggio, uno per mandato di cattura ed uno per renitenza alla leva. Fu anche arrestato P. Giuseppe, disertore del 38º fanteria fin dal 1868. <box>125 407 375 481</box>
left-strip-line <box>0 423 93 437</box>
paragraph: In Napoli, meno alcuni alberi nei pubblici giardini, rotti o schiantati, meno qualche cornicione di palazzo, staccatosi senza colpire nessuno e molte lastre rotte, non si hanno a deplorare serii disastri. <box>125 1679 375 1753</box>
left-strip-line: i che anch'esso <box>0 127 93 141</box>
paragraph: Pare che nei paesi limitrofi non sia avvenuto lo stesso. A Portici sappiamo essere stata abbattuta dal vento parte della stazione, e da Eboli ci si scrive essersi franata la montagna Incoronata, presso Auletta, intercettando colle macerie in vari punti la strada che mena in Basilicata. <box>125 1754 375 1859</box>
paragraph: Il libro del Gandolfi corrisponde pienamente al proprio titolo ed offre ai giovani studiosi con rapida ma completa rassegna, gli ammaestramenti che si fondano sulle leggi generali del bel dire e quindi per ogni specialità di letteratura fa seguire agli ammaestramenti gli esempi tolti dai classici con discernimento e buon gusto. <box>641 728 888 862</box>
director-signature: GIACOMO DINA, Direttore. <box>1147 1819 1390 1834</box>
left-strip-line: mente sua- <box>0 28 93 42</box>
paragraph: Ciò che vi fu di più rimarchevole nei corsi dell'ottava passata fu il movimento de' cambi. Da un lato ogni giorno più ricercato il Londra, dall'altro più abbandonato ed offerto il Francia. Lunedì era a Firenze richiesto il primo a 26 65 a 3 mesi, il secondo 104 a vista, a Genova, a Milano presso a poco gli stessi corsi, a Milano più sostenuto il Francia a 104 3/8. <box>1147 1451 1390 1585</box>
